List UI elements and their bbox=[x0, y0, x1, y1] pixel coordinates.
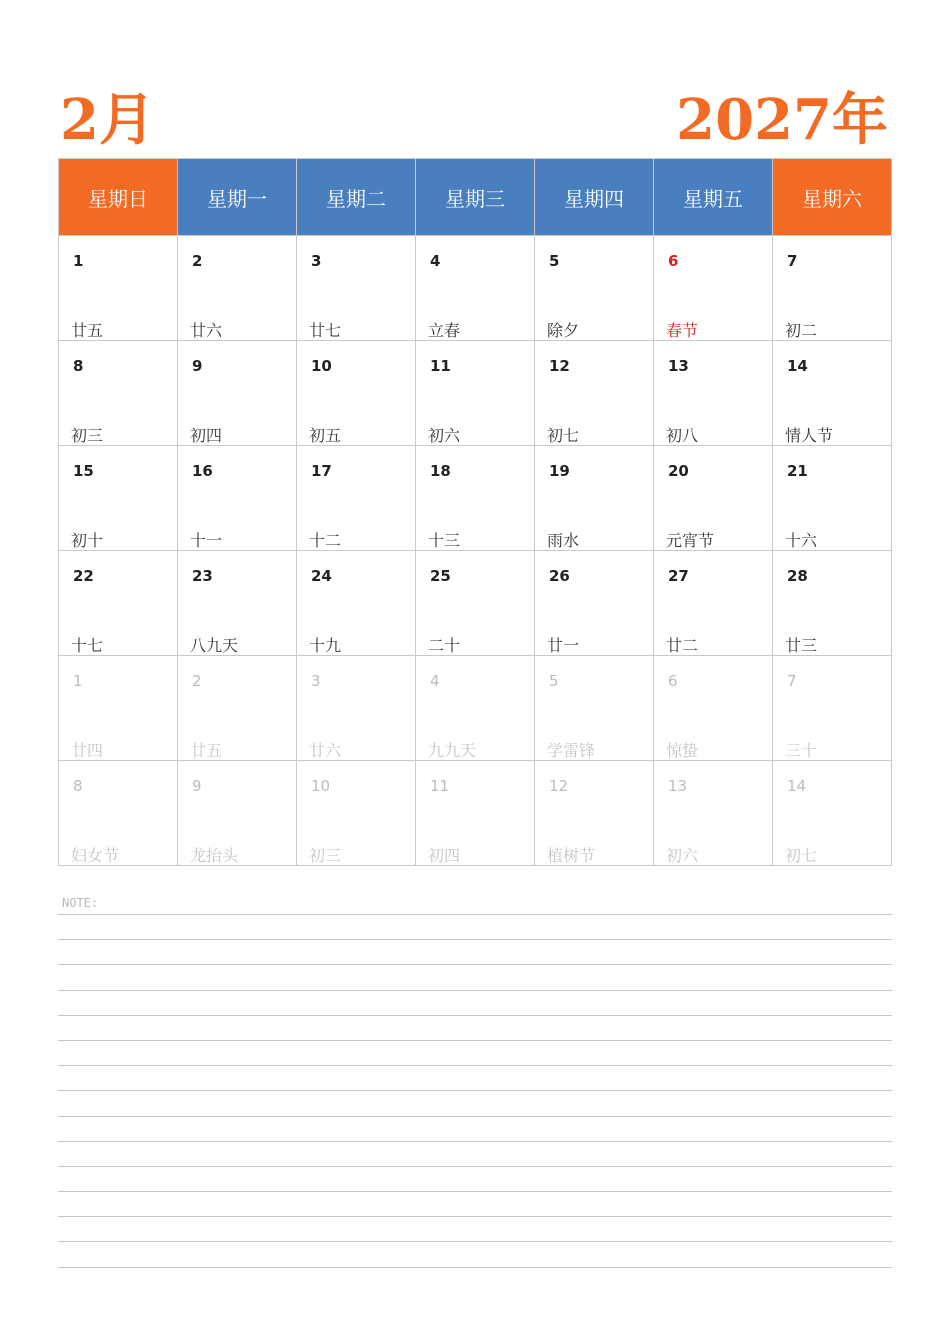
day-number: 26 bbox=[549, 567, 570, 585]
note-rule-line bbox=[58, 1040, 892, 1041]
note-rule-line bbox=[58, 990, 892, 991]
lunar-date: 初六 bbox=[666, 846, 699, 865]
calendar-week-row bbox=[59, 551, 892, 656]
day-number: 8 bbox=[73, 357, 84, 375]
day-number: 24 bbox=[311, 567, 332, 585]
day-cell[interactable] bbox=[535, 236, 654, 341]
lunar-date: 妇女节 bbox=[71, 846, 120, 865]
weekday-header-monday: 星期一 bbox=[178, 159, 297, 236]
lunar-date: 廿一 bbox=[547, 636, 580, 655]
day-cell[interactable] bbox=[59, 551, 178, 656]
day-number: 2 bbox=[192, 252, 203, 270]
day-cell-other-month[interactable] bbox=[535, 656, 654, 761]
day-number: 21 bbox=[787, 462, 808, 480]
day-cell[interactable] bbox=[416, 551, 535, 656]
lunar-date: 九九天 bbox=[428, 741, 477, 760]
calendar-week-row bbox=[59, 656, 892, 761]
day-cell-other-month[interactable] bbox=[59, 761, 178, 866]
lunar-date: 初四 bbox=[428, 846, 461, 865]
day-number: 14 bbox=[787, 777, 807, 795]
note-rule-line bbox=[58, 1216, 892, 1217]
lunar-date: 初七 bbox=[547, 426, 580, 445]
weekday-header-saturday: 星期六 bbox=[773, 159, 892, 236]
day-cell-other-month[interactable] bbox=[654, 761, 773, 866]
day-number: 13 bbox=[668, 777, 688, 795]
day-number: 3 bbox=[311, 252, 322, 270]
day-number: 28 bbox=[787, 567, 808, 585]
lunar-date: 十六 bbox=[785, 531, 818, 550]
day-cell[interactable] bbox=[178, 446, 297, 551]
day-number: 3 bbox=[311, 672, 321, 690]
day-cell-holiday[interactable] bbox=[654, 236, 773, 341]
lunar-date: 元宵节 bbox=[666, 531, 715, 550]
day-number: 10 bbox=[311, 357, 332, 375]
lunar-date: 春节 bbox=[666, 321, 699, 340]
lunar-date: 廿三 bbox=[785, 636, 818, 655]
day-number: 16 bbox=[192, 462, 213, 480]
lunar-date: 十三 bbox=[428, 531, 461, 550]
lunar-date: 立春 bbox=[428, 321, 461, 340]
day-number: 9 bbox=[192, 357, 203, 375]
day-cell[interactable] bbox=[654, 341, 773, 446]
note-rule-line bbox=[58, 1090, 892, 1091]
day-number: 11 bbox=[430, 357, 451, 375]
lunar-date: 廿五 bbox=[190, 741, 223, 760]
lunar-date: 雨水 bbox=[547, 531, 580, 550]
day-cell[interactable] bbox=[178, 341, 297, 446]
calendar-week-row bbox=[59, 341, 892, 446]
lunar-date: 除夕 bbox=[547, 321, 580, 340]
day-number: 4 bbox=[430, 672, 440, 690]
lunar-date: 廿四 bbox=[71, 741, 104, 760]
day-number: 12 bbox=[549, 777, 569, 795]
lunar-date: 植树节 bbox=[547, 846, 596, 865]
day-cell-other-month[interactable] bbox=[773, 656, 892, 761]
lunar-date: 初六 bbox=[428, 426, 461, 445]
day-number: 11 bbox=[430, 777, 450, 795]
lunar-date: 初三 bbox=[309, 846, 342, 865]
note-label: NOTE: bbox=[62, 896, 99, 910]
lunar-date: 初三 bbox=[71, 426, 104, 445]
day-cell-other-month[interactable] bbox=[59, 656, 178, 761]
note-rule-line bbox=[58, 1141, 892, 1142]
lunar-date: 龙抬头 bbox=[190, 846, 239, 865]
day-number: 10 bbox=[311, 777, 331, 795]
day-number: 22 bbox=[73, 567, 94, 585]
day-cell[interactable] bbox=[59, 446, 178, 551]
day-cell-other-month[interactable] bbox=[297, 656, 416, 761]
note-rule-line bbox=[58, 964, 892, 965]
day-number: 27 bbox=[668, 567, 689, 585]
day-number: 25 bbox=[430, 567, 451, 585]
day-number: 13 bbox=[668, 357, 689, 375]
day-cell[interactable] bbox=[297, 236, 416, 341]
day-cell-other-month[interactable] bbox=[416, 656, 535, 761]
day-cell[interactable] bbox=[178, 551, 297, 656]
note-rule-line bbox=[58, 939, 892, 940]
day-cell[interactable] bbox=[773, 446, 892, 551]
day-cell[interactable] bbox=[416, 446, 535, 551]
day-cell[interactable] bbox=[59, 236, 178, 341]
note-rule-line bbox=[58, 1015, 892, 1016]
day-cell[interactable] bbox=[59, 341, 178, 446]
day-number: 1 bbox=[73, 672, 83, 690]
day-cell[interactable] bbox=[535, 551, 654, 656]
day-number: 2 bbox=[192, 672, 202, 690]
lunar-date: 廿六 bbox=[190, 321, 223, 340]
day-cell[interactable] bbox=[773, 551, 892, 656]
calendar-week-row bbox=[59, 236, 892, 341]
lunar-date: 初四 bbox=[190, 426, 223, 445]
day-cell[interactable] bbox=[297, 341, 416, 446]
note-rule-line bbox=[58, 1191, 892, 1192]
calendar-week-row bbox=[59, 761, 892, 866]
day-cell[interactable] bbox=[178, 236, 297, 341]
day-cell[interactable] bbox=[654, 446, 773, 551]
weekday-header-thursday: 星期四 bbox=[535, 159, 654, 236]
weekday-header-wednesday: 星期三 bbox=[416, 159, 535, 236]
day-cell-other-month[interactable] bbox=[535, 761, 654, 866]
note-lines bbox=[58, 914, 892, 1292]
weekday-header-tuesday: 星期二 bbox=[297, 159, 416, 236]
lunar-date: 三十 bbox=[785, 741, 818, 760]
day-cell[interactable] bbox=[297, 446, 416, 551]
day-number: 8 bbox=[73, 777, 83, 795]
day-number: 17 bbox=[311, 462, 332, 480]
lunar-date: 廿五 bbox=[71, 321, 104, 340]
lunar-date: 十一 bbox=[190, 531, 223, 550]
calendar-week-row bbox=[59, 446, 892, 551]
note-rule-line bbox=[58, 1116, 892, 1117]
lunar-date: 十七 bbox=[71, 636, 104, 655]
day-number: 15 bbox=[73, 462, 94, 480]
lunar-date: 二十 bbox=[428, 636, 461, 655]
note-rule-line bbox=[58, 1241, 892, 1242]
lunar-date: 初十 bbox=[71, 531, 104, 550]
lunar-date: 初七 bbox=[785, 846, 818, 865]
day-cell[interactable] bbox=[773, 236, 892, 341]
day-number: 23 bbox=[192, 567, 213, 585]
day-number: 5 bbox=[549, 252, 560, 270]
day-cell[interactable] bbox=[297, 551, 416, 656]
day-number: 1 bbox=[73, 252, 84, 270]
lunar-date: 初五 bbox=[309, 426, 342, 445]
day-cell-other-month[interactable] bbox=[297, 761, 416, 866]
day-cell-other-month[interactable] bbox=[416, 761, 535, 866]
day-cell[interactable] bbox=[773, 341, 892, 446]
year-title: 2027年 bbox=[676, 87, 888, 153]
day-cell-other-month[interactable] bbox=[773, 761, 892, 866]
day-number: 9 bbox=[192, 777, 202, 795]
note-rule-line bbox=[58, 914, 892, 915]
day-number: 18 bbox=[430, 462, 451, 480]
day-cell[interactable] bbox=[535, 341, 654, 446]
day-number: 5 bbox=[549, 672, 559, 690]
lunar-date: 初八 bbox=[666, 426, 699, 445]
day-cell[interactable] bbox=[535, 446, 654, 551]
lunar-date: 廿二 bbox=[666, 636, 699, 655]
weekday-header-row bbox=[59, 159, 892, 236]
lunar-date: 情人节 bbox=[785, 426, 834, 445]
day-cell-other-month[interactable] bbox=[654, 656, 773, 761]
day-number: 4 bbox=[430, 252, 441, 270]
day-number: 6 bbox=[668, 252, 679, 270]
lunar-date: 初二 bbox=[785, 321, 818, 340]
month-title: 2月 bbox=[60, 87, 155, 153]
day-number: 14 bbox=[787, 357, 808, 375]
lunar-date: 惊蛰 bbox=[666, 741, 699, 760]
note-rule-line bbox=[58, 1166, 892, 1167]
day-cell[interactable] bbox=[654, 551, 773, 656]
day-number: 12 bbox=[549, 357, 570, 375]
lunar-date: 十二 bbox=[309, 531, 342, 550]
day-number: 7 bbox=[787, 252, 798, 270]
day-number: 20 bbox=[668, 462, 689, 480]
day-number: 7 bbox=[787, 672, 797, 690]
day-cell[interactable] bbox=[416, 236, 535, 341]
day-number: 6 bbox=[668, 672, 678, 690]
day-cell[interactable] bbox=[416, 341, 535, 446]
lunar-date: 八九天 bbox=[190, 636, 239, 655]
day-cell-other-month[interactable] bbox=[178, 656, 297, 761]
note-rule-line bbox=[58, 1267, 892, 1268]
weekday-header-friday: 星期五 bbox=[654, 159, 773, 236]
lunar-date: 十九 bbox=[309, 636, 342, 655]
day-number: 19 bbox=[549, 462, 570, 480]
lunar-date: 学雷锋 bbox=[547, 741, 596, 760]
lunar-date: 廿六 bbox=[309, 741, 342, 760]
lunar-date: 廿七 bbox=[309, 321, 342, 340]
note-rule-line bbox=[58, 1065, 892, 1066]
day-cell-other-month[interactable] bbox=[178, 761, 297, 866]
calendar-grid bbox=[58, 158, 892, 866]
weekday-header-sunday: 星期日 bbox=[59, 159, 178, 236]
